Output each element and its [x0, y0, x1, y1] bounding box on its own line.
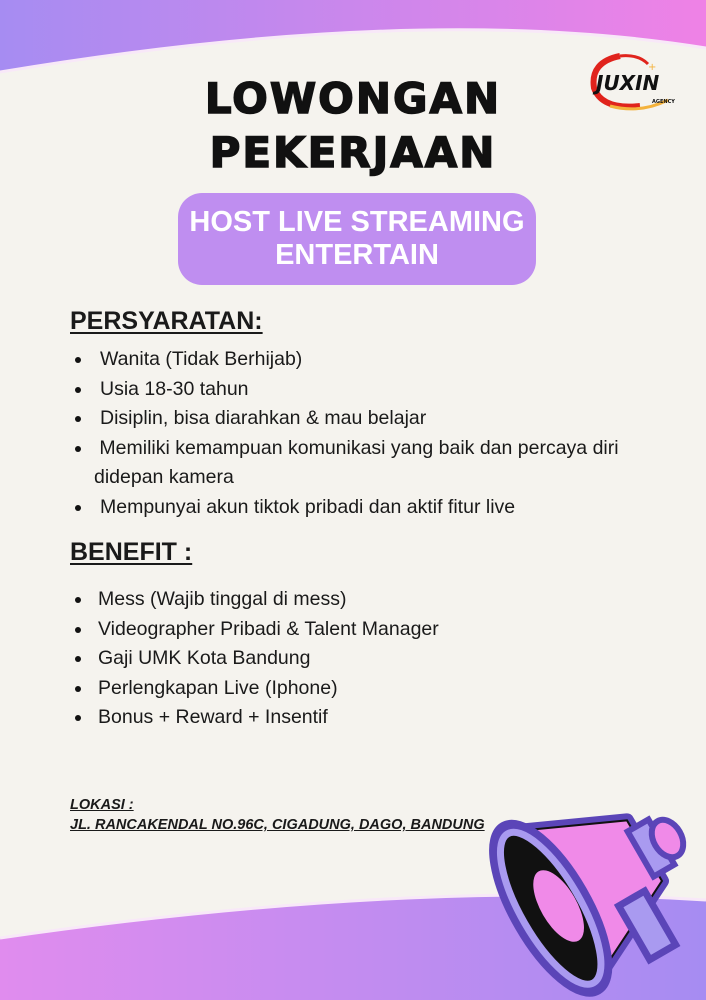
bullet-icon [75, 715, 81, 721]
list-item: Perlengkapan Live (Iphone) [72, 674, 632, 704]
svg-text:+: + [648, 62, 657, 73]
list-item: Bonus + Reward + Insentif [72, 703, 632, 733]
list-item: Videographer Pribadi & Talent Manager [72, 615, 632, 645]
list-item: Mess (Wajib tinggal di mess) [72, 585, 632, 615]
location [70, 795, 485, 835]
requirements-heading: PERSYARATAN: [70, 307, 263, 335]
list-item: Usia 18-30 tahun [72, 375, 632, 405]
title-line1: LOWONGAN [204, 74, 502, 123]
position-badge [178, 193, 536, 285]
bullet-icon [75, 446, 81, 452]
bullet-icon [75, 387, 81, 393]
list-item: Memiliki kemampuan komunikasi yang baik dan percaya diri didepan kamera [72, 434, 632, 493]
benefits-list [72, 585, 632, 733]
position-line2: ENTERTAIN [275, 239, 439, 271]
bullet-icon [75, 505, 81, 511]
svg-text:AGENCY: AGENCY [652, 99, 675, 105]
position-line1: HOST LIVE STREAMING [189, 206, 525, 238]
list-item: Mempunyai akun tiktok pribadi dan aktif fitur live [72, 493, 632, 523]
bullet-icon [75, 416, 81, 422]
title-line2: PEKERJAAN [209, 128, 497, 177]
requirements-list [72, 345, 632, 522]
svg-text:JUXIN: JUXIN [596, 71, 660, 95]
list-item: Wanita (Tidak Berhijab) [72, 345, 632, 375]
bullet-icon [75, 656, 81, 662]
location-label: LOKASI : [70, 797, 134, 813]
bullet-icon [75, 686, 81, 692]
list-item: Gaji UMK Kota Bandung [72, 644, 632, 674]
list-item: Disiplin, bisa diarahkan & mau belajar [72, 404, 632, 434]
benefits-heading: BENEFIT : [70, 538, 193, 566]
location-address: JL. RANCAKENDAL NO.96C, CIGADUNG, DAGO, BANDUNG [70, 817, 485, 833]
bullet-icon [75, 357, 81, 363]
bullet-icon [75, 627, 81, 633]
bullet-icon [75, 597, 81, 603]
